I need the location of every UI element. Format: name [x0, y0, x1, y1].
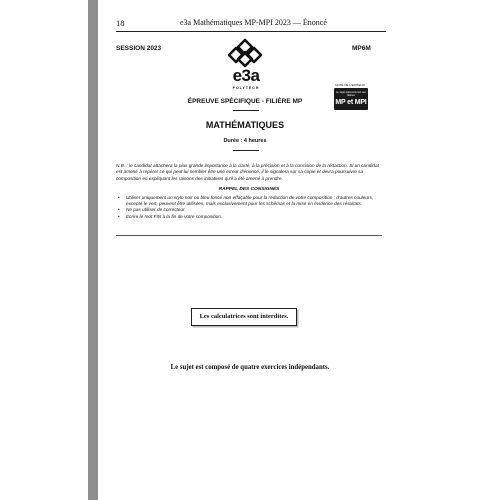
header-rule [116, 31, 386, 32]
badge-small-text: Le sujet était commun aux filières [335, 91, 367, 97]
editor-note-badge [334, 88, 368, 110]
page-header [116, 18, 386, 32]
badge-caption: NOTE DE L'EDITEUR [335, 83, 365, 87]
section-rule [116, 235, 382, 236]
list-item: • Écrire le mot FIN à la fin de votre composition. [116, 214, 382, 220]
rappel-title: RAPPEL DES CONSIGNES [218, 187, 280, 192]
page-number: 18 [116, 18, 125, 28]
list-item: • Ne pas utiliser de correcteur. [116, 207, 382, 213]
logo-subtext: POLYTECH [232, 86, 260, 90]
e3a-knot-logo-icon [228, 38, 262, 68]
logo-text: e3a [232, 66, 260, 85]
session-label: SESSION 2023 [116, 45, 162, 52]
final-statement: Le sujet est composé de quatre exercices indépendants. [170, 364, 330, 371]
calculator-notice-box [191, 308, 297, 326]
running-title: e3a Mathématiques MP-MPI 2023 — Énoncé [180, 18, 327, 27]
list-item: • Utiliser uniquement un stylo noir ou bleu foncé non effaçable pour la rédaction de votre composition ; d'autres couleurs, excepté le vert, peuvent être utilisées, mais exclusivement pour les schémas et la mise en évidence des résultats. [116, 195, 382, 207]
epreuve-title: ÉPREUVE SPÉCIFIQUE - FILIÈRE MP [187, 98, 303, 105]
consignes-list [116, 195, 382, 220]
subject-title: MATHÉMATIQUES [205, 120, 285, 130]
nb-paragraph: N.B. : le candidat attachera la plus grande importance à la clarté, à la précision et à la concision de la rédaction. Si un candidat est amené à repérer ce qui peut lui sembler être une erreur d'énoncé, il le signalera sur sa copie et devra poursuivre sa composition en expliquant les raisons des initiatives qu'il a été amené à prendre. [116, 163, 379, 181]
duration-rule [233, 150, 259, 151]
exam-code: MP6M [352, 45, 371, 52]
calculator-notice: Les calculatrices sont interdites. [199, 313, 289, 320]
duration: Durée : 4 heures [223, 138, 267, 144]
epreuve-rule [233, 110, 259, 111]
left-margin-bar [88, 0, 98, 500]
badge-big-text: MP et MPI [335, 99, 367, 106]
